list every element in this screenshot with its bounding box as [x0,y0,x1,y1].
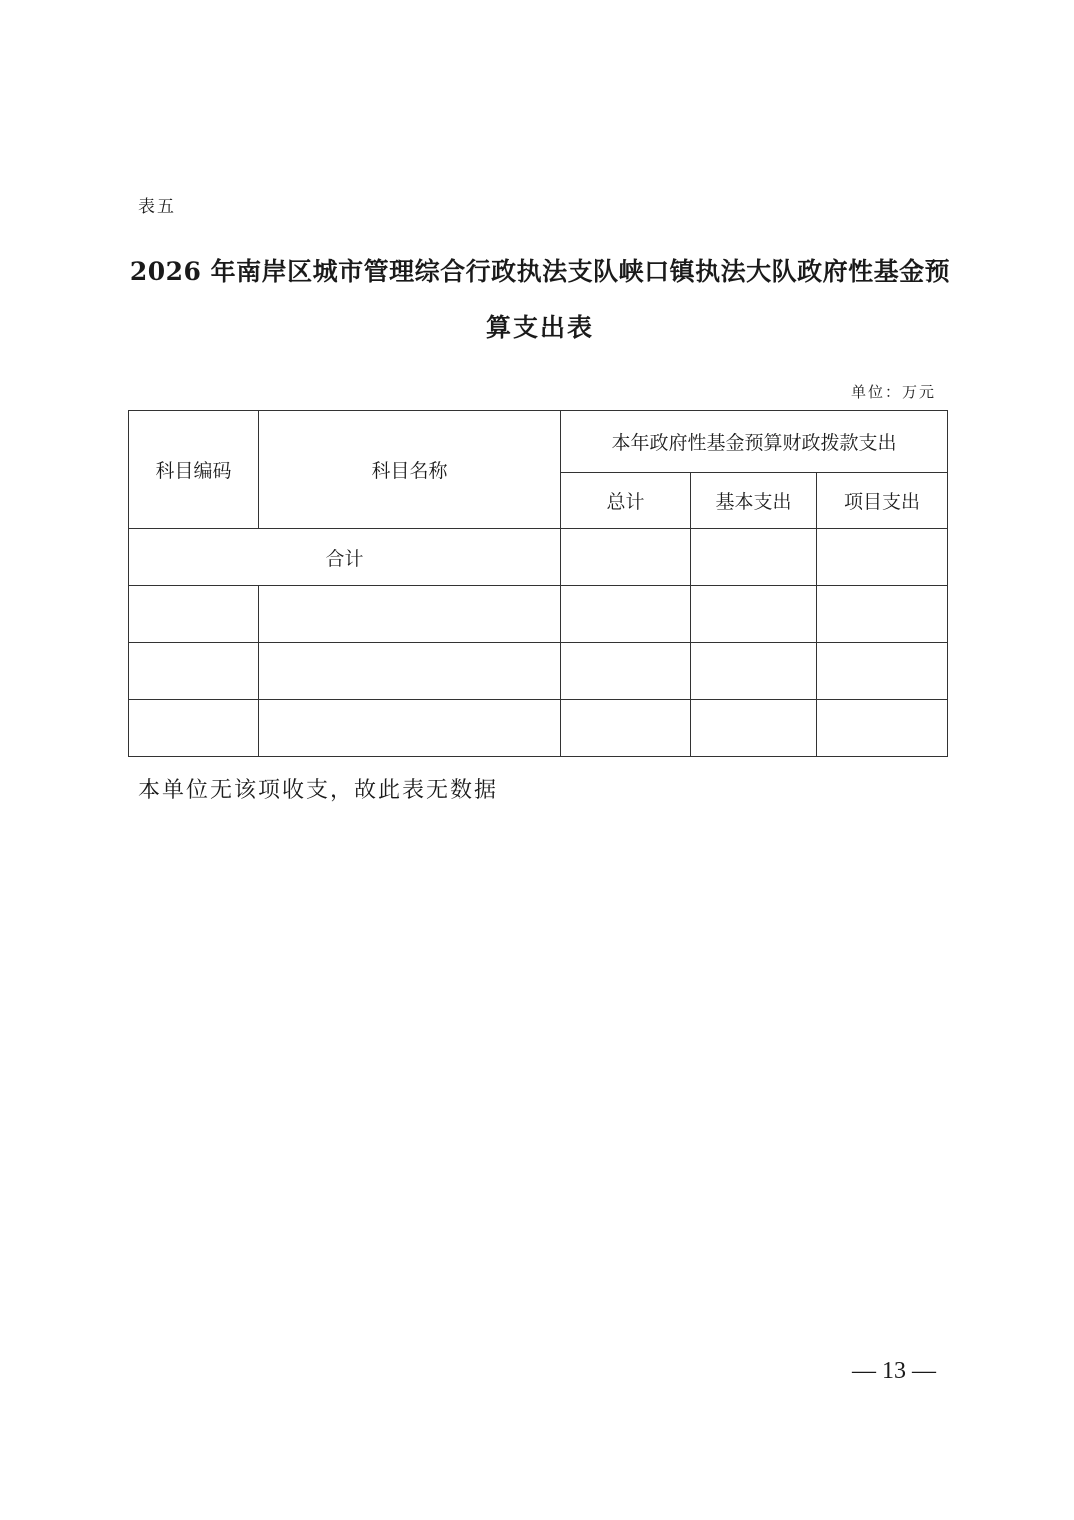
header-subject-code: 科目编码 [129,411,259,529]
header-basic-expenditure: 基本支出 [691,473,817,529]
row-total [561,586,691,643]
row-basic [691,586,817,643]
document-title-line2: 算支出表 [485,313,594,342]
row-code [129,586,259,643]
total-row-basic [691,529,817,586]
table-row [129,700,948,757]
row-basic [691,700,817,757]
total-row [129,529,948,586]
row-name [259,586,561,643]
row-name [259,643,561,700]
row-total [561,643,691,700]
header-total: 总计 [561,473,691,529]
page-number: — 13 — [852,1358,936,1384]
row-basic [691,643,817,700]
total-row-label: 合计 [129,529,561,586]
unit-label: 单位：万元 [850,383,936,401]
row-total [561,700,691,757]
row-name [259,700,561,757]
total-row-total [561,529,691,586]
no-data-note: 本单位无该项收支，故此表无数据 [138,778,499,803]
header-expenditure-group: 本年政府性基金预算财政拨款支出 [561,411,948,473]
table-row [129,586,948,643]
document-title-line1: 2026 年南岸区城市管理综合行政执法支队峡口镇执法大队政府性基金预 [129,257,951,286]
table-number-label: 表五 [138,197,176,217]
row-code [129,643,259,700]
total-row-project [817,529,948,586]
header-subject-name: 科目名称 [259,411,561,529]
row-project [817,700,948,757]
table-row [129,643,948,700]
row-code [129,700,259,757]
budget-table [128,410,948,757]
header-project-expenditure: 项目支出 [817,473,948,529]
header-row-1 [129,411,948,473]
row-project [817,586,948,643]
row-project [817,643,948,700]
